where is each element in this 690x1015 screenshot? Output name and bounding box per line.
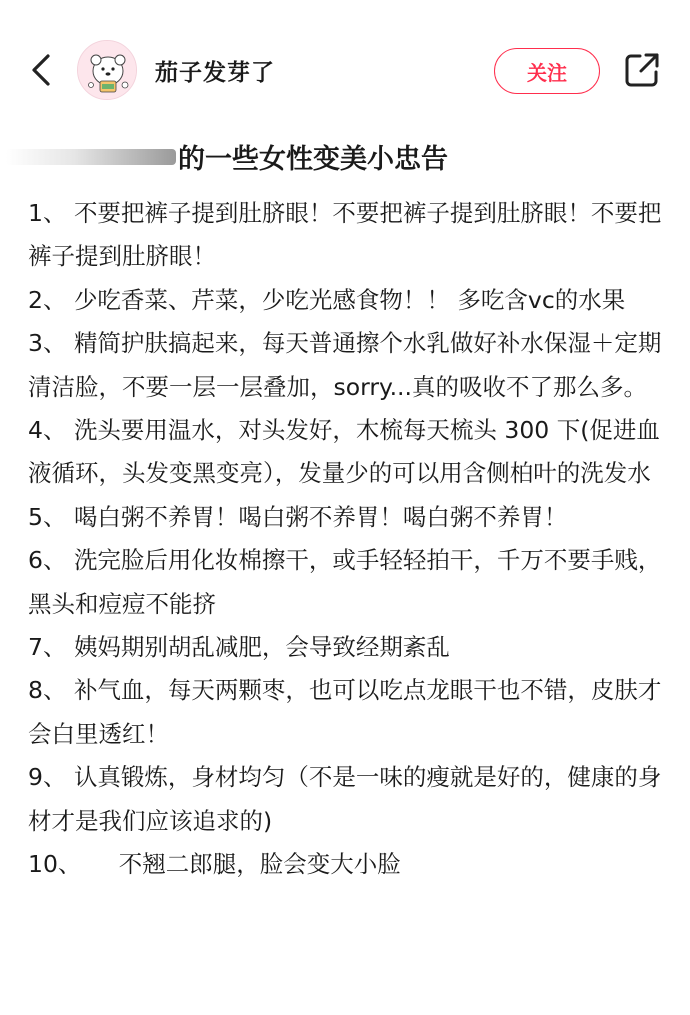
list-item-gap [81,850,118,878]
list-item [28,192,668,279]
list-item-text: 认真锻炼，身材均匀（不是一味的瘦就是好的，健康的身材才是我们应该追求的) [28,763,662,835]
list-item-gap [66,286,73,314]
list-item-text: 洗头要用温水，对头发好，木梳每天梳头 300 下(促进血液循环，头发变黑变亮），发量少的可以用含侧柏叶的洗发水 [28,416,660,488]
follow-button[interactable]: 关注 [494,48,600,94]
blurred-title-prefix [6,149,176,165]
list-item-number: 2、 [28,285,67,314]
chevron-left-icon[interactable] [24,50,60,90]
list-item-text: 精简护肤搞起来，每天普通擦个水乳做好补水保湿＋定期清洁脸，不要一层一层叠加，sorry...真的吸收不了那么多。 [28,329,662,401]
top-bar [0,0,690,130]
avatar-image [78,41,137,100]
list-item-gap [66,633,73,661]
list-item-text: 洗完脸后用化妆棉擦干，或手轻轻拍干，千万不要手贱，黑头和痘痘不能挤 [28,546,662,618]
list-item [28,496,668,539]
author-name[interactable]: 茄子发芽了 [155,60,275,86]
list-item-gap [66,546,73,574]
list-item-gap [66,199,73,227]
list-item [28,756,668,843]
list-item-gap [66,676,73,704]
note-title: 的一些女性变美小忠告 [178,144,448,175]
list-item-number: 5、 [28,502,67,531]
list-item [28,539,668,626]
list-item-text: 不翘二郎腿，脸会变大小脸 [118,850,401,879]
list-item-number: 8、 [28,676,67,705]
list-item-text: 不要把裤子提到肚脐眼！不要把裤子提到肚脐眼！不要把裤子提到肚脐眼！ [28,199,662,271]
list-item-gap [66,416,73,444]
list-item [28,322,668,409]
list-item-number: 3、 [28,329,67,358]
list-item-number: 1、 [28,199,67,227]
note-body [28,192,668,887]
avatar[interactable] [77,40,137,100]
list-item-number: 9、 [28,763,67,792]
list-item-number: 10、 [28,850,82,879]
list-item-text: 少吃香菜、芹菜，少吃光感食物！！ 多吃含vc的水果 [73,285,626,314]
list-item-number: 4、 [28,416,67,445]
list-item [28,279,668,322]
list-item [28,843,668,886]
list-item-gap [66,503,73,531]
list-item-number: 6、 [28,546,67,575]
list-item-text: 姨妈期别胡乱减肥，会导致经期紊乱 [73,633,450,662]
list-item [28,669,668,756]
note-title-row [0,135,690,181]
list-item-text: 补气血，每天两颗枣，也可以吃点龙眼干也不错，皮肤才会白里透红！ [28,676,662,748]
list-item-text: 喝白粥不养胃！喝白粥不养胃！喝白粥不养胃！ [73,502,568,531]
list-item [28,626,668,669]
list-item-gap [66,329,73,357]
list-item [28,409,668,496]
share-icon[interactable] [624,52,660,88]
list-item-gap [66,763,73,791]
list-item-number: 7、 [28,633,67,662]
